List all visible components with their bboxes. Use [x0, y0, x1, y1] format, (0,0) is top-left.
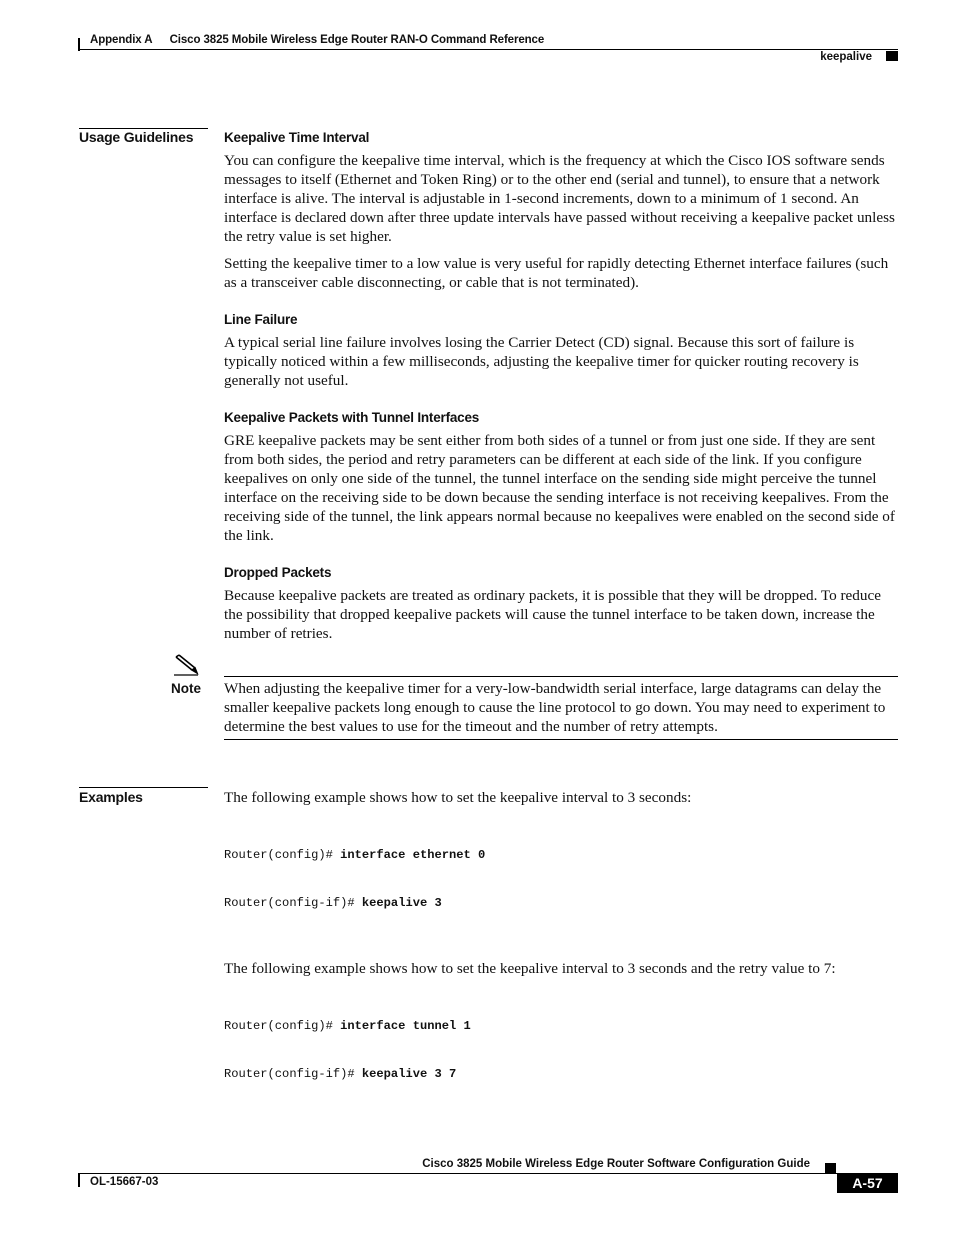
note-label: Note	[171, 681, 201, 696]
usage-guidelines-body	[224, 129, 898, 643]
code-line	[224, 895, 898, 911]
header-title: Cisco 3825 Mobile Wireless Edge Router RAN-O Command Reference	[169, 34, 545, 46]
examples-section-rule	[79, 787, 208, 788]
pencil-note-icon	[172, 653, 200, 677]
code-line	[224, 1018, 898, 1034]
keepalive-interval-para-1: You can configure the keepalive time interval, which is the frequency at which the Cisco IOS software sends messages to itself (Ethernet and Token Ring) or to the other end (serial and tunnel), to ensure that a network interface is alive. The interval is adjustable in 1-second increments, down to a minimum of 1 second. An interface is declared down after three update intervals have passed without receiving a keepalive packet unless the retry value is set higher.	[224, 152, 895, 245]
dropped-packets-para: Because keepalive packets are treated as ordinary packets, it is possible that they will be dropped. To reduce the possibility that dropped keepalive packets will cause the tunnel interface to be taken down, increase the number of retries.	[224, 587, 881, 642]
examples-body	[224, 788, 898, 1114]
footer-rule-vertical	[78, 1173, 80, 1187]
keepalive-interval-heading: Keepalive Time Interval	[224, 130, 370, 145]
line-failure-para: A typical serial line failure involves losing the Carrier Detect (CD) signal. Because this sort of failure is typically noticed within a few milliseconds, adjusting the keepalive timer for quicker routing recovery is generally not useful.	[224, 334, 859, 389]
tunnel-para: GRE keepalive packets may be sent either from both sides of a tunnel or from just one side. If they are sent from both sides, the period and retry parameters can be different at each side of the link. If you configure keepalives on only one side of the tunnel, the tunnel interface on the sending side might perceive the tunnel interface on the receiving side to be down because the sending interface is not receiving keepalives. From the receiving side of the tunnel, the link appears normal because no keepalives were enabled on the second side of the link.	[224, 432, 895, 544]
code-line	[224, 847, 898, 863]
keepalive-interval-para-2: Setting the keepalive timer to a low value is very useful for rapidly detecting Ethernet interface failures (such as a transceiver cable disconnecting, or cable that is not terminated).	[224, 255, 889, 291]
code-command: keepalive 3 7	[361, 1067, 457, 1081]
code-prompt: Router(config-if)#	[224, 1067, 362, 1081]
example-2-intro: The following example shows how to set the keepalive interval to 3 seconds and the retry value to 7:	[224, 960, 836, 977]
header-marker-block	[886, 51, 898, 61]
example-1-code	[224, 815, 898, 943]
footer-doc-number: OL-15667-03	[90, 1176, 159, 1188]
code-line	[224, 1066, 898, 1082]
examples-label: Examples	[79, 789, 143, 805]
note-top-rule	[224, 676, 898, 677]
line-failure-heading: Line Failure	[224, 312, 298, 327]
page-number: A-57	[837, 1174, 898, 1193]
code-prompt: Router(config-if)#	[224, 896, 362, 910]
example-2-code	[224, 986, 898, 1114]
footer-guide-title: Cisco 3825 Mobile Wireless Edge Router Software Configuration Guide	[422, 1158, 810, 1170]
code-command: interface ethernet 0	[340, 848, 486, 862]
note-text: When adjusting the keepalive timer for a very-low-bandwidth serial interface, large datagrams can delay the smaller keepalive packets long enough to cause the line protocol to go down. You may need to experiment to determine the best values to use for the timeout and the number of retry attempts.	[224, 680, 886, 735]
dropped-packets-heading: Dropped Packets	[224, 565, 332, 580]
footer-rule	[78, 1173, 898, 1174]
code-command: interface tunnel 1	[340, 1019, 471, 1033]
note-bottom-rule	[224, 739, 898, 740]
usage-guidelines-label: Usage Guidelines	[79, 129, 194, 145]
code-command: keepalive 3	[361, 896, 442, 910]
code-prompt: Router(config)#	[224, 1019, 341, 1033]
header-command: keepalive	[820, 51, 872, 63]
tunnel-heading: Keepalive Packets with Tunnel Interfaces	[224, 410, 480, 425]
footer-marker-block	[825, 1163, 836, 1173]
header-rule	[78, 49, 898, 50]
running-header	[90, 34, 558, 46]
example-1-intro: The following example shows how to set the keepalive interval to 3 seconds:	[224, 789, 692, 806]
appendix-label: Appendix A	[90, 34, 153, 46]
code-prompt: Router(config)#	[224, 848, 341, 862]
